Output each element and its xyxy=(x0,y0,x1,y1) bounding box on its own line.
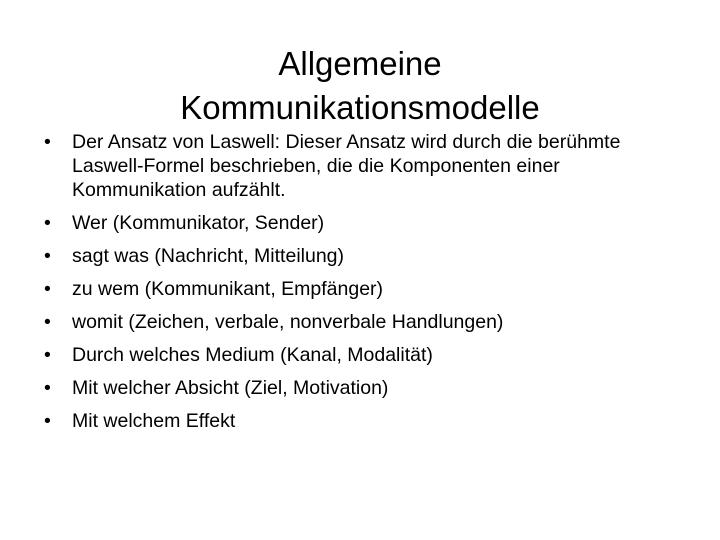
bullet-dot: • xyxy=(44,377,51,399)
bullet-text: Durch welches Medium (Kanal, Modalität) xyxy=(72,344,433,366)
bullet-item-wer xyxy=(44,211,684,235)
bullet-text: Wer (Kommunikator, Sender) xyxy=(72,212,325,234)
bullet-dot: • xyxy=(44,344,51,366)
bullet-item-absicht xyxy=(44,376,684,400)
bullet-text: Mit welchem Effekt xyxy=(72,410,236,432)
bullet-list xyxy=(44,130,684,442)
bullet-item-sagt-was xyxy=(44,244,684,268)
bullet-dot: • xyxy=(44,245,51,267)
slide-title-line-1: Allgemeine xyxy=(278,45,442,83)
bullet-item-womit xyxy=(44,310,684,334)
bullet-dot: • xyxy=(44,410,51,432)
slide-title xyxy=(60,42,660,130)
bullet-item-laswell xyxy=(44,130,684,202)
bullet-item-zu-wem xyxy=(44,277,684,301)
bullet-text: Mit welcher Absicht (Ziel, Motivation) xyxy=(72,377,389,399)
bullet-text: zu wem (Kommunikant, Empfänger) xyxy=(72,278,384,300)
bullet-text: Der Ansatz von Laswell: Dieser Ansatz wird durch die berühmte Laswell-Formel beschrieben, die die Komponenten einer Kommunikation aufzählt. xyxy=(72,131,621,201)
bullet-dot: • xyxy=(44,212,51,234)
bullet-item-effekt xyxy=(44,409,684,433)
bullet-text: womit (Zeichen, verbale, nonverbale Handlungen) xyxy=(72,311,504,333)
bullet-item-medium xyxy=(44,343,684,367)
bullet-dot: • xyxy=(44,278,51,300)
bullet-text: sagt was (Nachricht, Mitteilung) xyxy=(72,245,345,267)
slide-title-line-2: Kommunikationsmodelle xyxy=(180,89,540,127)
bullet-dot: • xyxy=(44,311,51,333)
bullet-dot: • xyxy=(44,131,51,153)
